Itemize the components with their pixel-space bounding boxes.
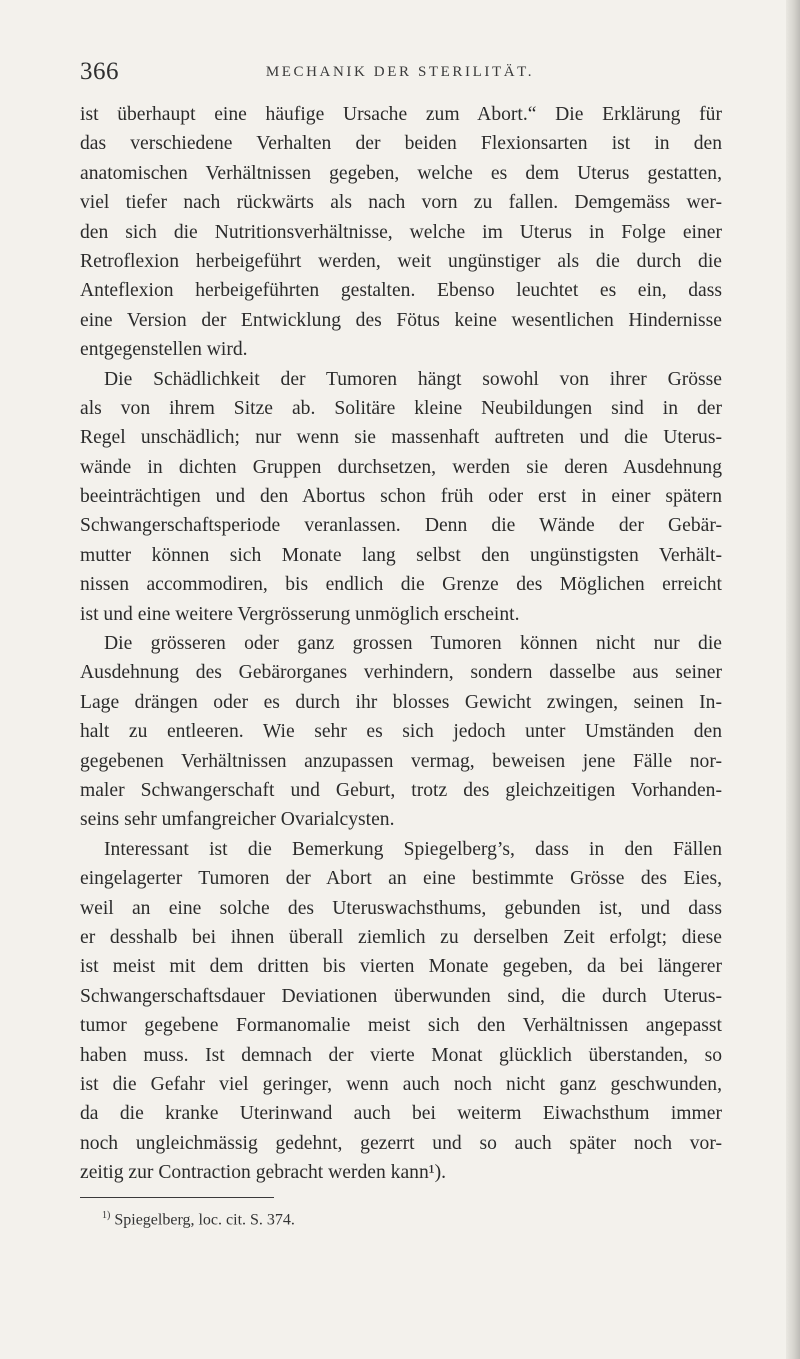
text-line: er desshalb bei ihnen überall ziemlich zu derselben Zeit erfolgt; diese xyxy=(80,926,722,948)
text-line: Schwangerschaftsdauer Deviationen überwunden sind, die durch Uterus- xyxy=(80,985,722,1007)
text-line: haben muss. Ist demnach der vierte Monat glücklich überstanden, so xyxy=(80,1044,722,1066)
page-header xyxy=(80,58,720,88)
text-line: entgegenstellen wird. xyxy=(80,339,248,361)
page-number: 366 xyxy=(80,58,119,85)
text-line: Die grösseren oder ganz grossen Tumoren können nicht nur die xyxy=(104,633,722,655)
text-line: noch ungleichmässig gedehnt, gezerrt und so auch später noch vor- xyxy=(80,1132,722,1154)
running-head: MECHANIK DER STERILITÄT. xyxy=(265,64,535,80)
text-line: Retroflexion herbeigeführt werden, weit ungünstiger als die durch die xyxy=(80,250,722,272)
text-line: Regel unschädlich; nur wenn sie massenhaft auftreten und die Uterus- xyxy=(80,427,722,449)
text-line: Anteflexion herbeigeführten gestalten. Ebenso leuchtet es ein, dass xyxy=(80,280,722,302)
text-line: nissen accommodiren, bis endlich die Grenze des Möglichen erreicht xyxy=(80,574,722,596)
page-edge xyxy=(786,0,800,1359)
text-line: maler Schwangerschaft und Geburt, trotz des gleichzeitigen Vorhanden- xyxy=(80,779,722,801)
footnote xyxy=(102,1210,295,1229)
text-line: weil an eine solche des Uteruswachsthums, gebunden ist, und dass xyxy=(80,897,722,919)
text-line: zeitig zur Contraction gebracht werden kann¹). xyxy=(80,1162,447,1184)
text-line: viel tiefer nach rückwärts als nach vorn zu fallen. Demgemäss wer- xyxy=(80,192,722,214)
text-line: ist meist mit dem dritten bis vierten Monate gegeben, da bei längerer xyxy=(80,956,722,978)
text-line: das verschiedene Verhalten der beiden Flexionsarten ist in den xyxy=(80,133,722,155)
text-line: gegebenen Verhältnissen anzupassen vermag, beweisen jene Fälle nor- xyxy=(80,750,722,772)
text-line: Die Schädlichkeit der Tumoren hängt sowohl von ihrer Grösse xyxy=(104,368,722,390)
text-line: beeinträchtigen und den Abortus schon früh oder erst in einer spätern xyxy=(80,486,722,508)
text-line: eingelagerter Tumoren der Abort an eine bestimmte Grösse des Eies, xyxy=(80,868,722,890)
text-line: tumor gegebene Formanomalie meist sich den Verhältnissen angepasst xyxy=(80,1015,722,1037)
footnote-marker: 1) xyxy=(102,1210,111,1221)
body-text xyxy=(80,100,722,1187)
text-line: wände in dichten Gruppen durchsetzen, werden sie deren Ausdehnung xyxy=(80,456,722,478)
footnote-text: Spiegelberg, loc. cit. S. 374. xyxy=(114,1211,295,1229)
text-line: mutter können sich Monate lang selbst den ungünstigsten Verhält- xyxy=(80,544,722,566)
text-line: Interessant ist die Bemerkung Spiegelberg’s, dass in den Fällen xyxy=(104,838,722,860)
text-line: anatomischen Verhältnissen gegeben, welche es dem Uterus gestatten, xyxy=(80,162,722,184)
text-line: Lage drängen oder es durch ihr blosses Gewicht zwingen, seinen In- xyxy=(80,691,722,713)
text-line: eine Version der Entwicklung des Fötus keine wesentlichen Hindernisse xyxy=(80,309,722,331)
text-line: seins sehr umfangreicher Ovarialcysten. xyxy=(80,809,395,831)
text-line: ist überhaupt eine häufige Ursache zum Abort.“ Die Erklärung für xyxy=(80,104,722,125)
text-line: den sich die Nutritionsverhältnisse, welche im Uterus in Folge einer xyxy=(80,221,722,243)
text-line: ist und eine weitere Vergrösserung unmöglich erscheint. xyxy=(80,603,520,625)
text-line: als von ihrem Sitze ab. Solitäre kleine Neubildungen sind in der xyxy=(80,397,722,419)
footnote-rule xyxy=(80,1197,274,1198)
text-line: halt zu entleeren. Wie sehr es sich jedoch unter Umständen den xyxy=(80,721,722,743)
text-line: Schwangerschaftsperiode veranlassen. Denn die Wände der Gebär- xyxy=(80,515,722,537)
text-line: da die kranke Uterinwand auch bei weiterm Eiwachsthum immer xyxy=(80,1103,722,1125)
text-line: Ausdehnung des Gebärorganes verhindern, sondern dasselbe aus seiner xyxy=(80,662,722,684)
text-line: ist die Gefahr viel geringer, wenn auch noch nicht ganz geschwunden, xyxy=(80,1073,722,1095)
